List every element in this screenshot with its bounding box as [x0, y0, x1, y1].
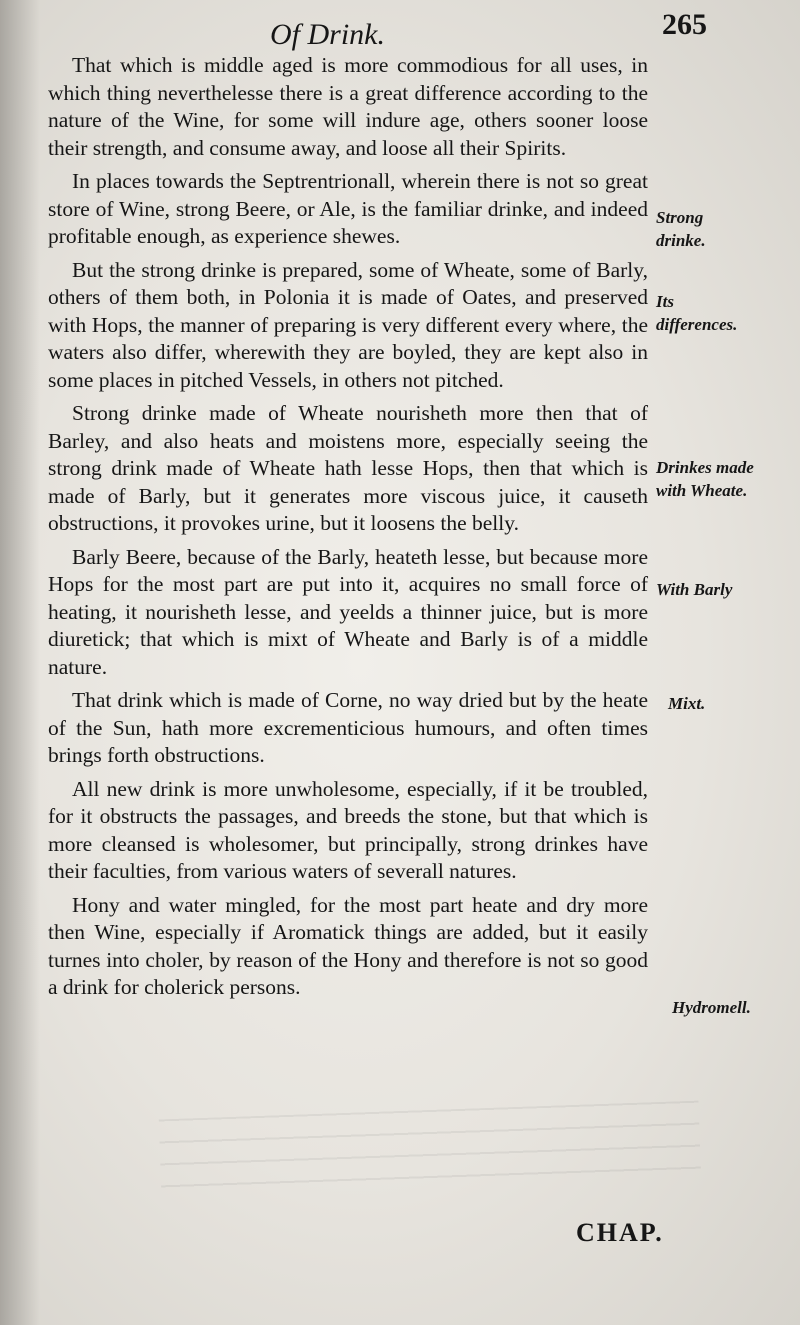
paragraph-corne-drink: That drink which is made of Corne, no way dried but by the heate of the Sun, hath more excrementicious humours, and often times brings forth obstructions. [48, 688, 648, 767]
paragraph-wheate-drinke: Strong drinke made of Wheate nourisheth more then that of Barley, and also heats and moistens more, especially seeing the strong drink made of Wheate hath lesse Hops, then that which is made of Barly, but it generates more viscous juice, it causeth obstructions, it provokes urine, but it loosens the belly. [48, 401, 648, 535]
paragraph-barly-beere: Barly Beere, because of the Barly, heateth lesse, but because more Hops for the most part are put into it, acquires no small force of heating, it nourisheth lesse, and yeelds a thinner juice, but is more diuretick; that which is mixt of Wheate and Barly is of a middle nature. [48, 544, 648, 679]
paragraph-new-drink: All new drink is more unwholesome, especially, if it be troubled, for it obstructs the passages, and breeds the stone, but that which is more cleansed is wholesomer, but principally, strong drinkes have their faculties, from various waters of severall natures. [48, 776, 648, 883]
paragraph-hony-water: Hony and water mingled, for the most part heate and dry more then Wine, especially if Aromatick things are added, but it easily turnes into choler, by reason of the Hony and therefore is not so good a drink for cholerick persons. [48, 892, 648, 999]
paragraph-septentrional: In places towards the Septrentrionall, wherein there is not so great store of Wine, strong Beere, or Ale, is the familiar drinke, and indeed profitable enough, as experience shewes. [48, 169, 648, 248]
paragraph-middle-aged-wine: That which is middle aged is more commodious for all uses, in which thing neverthelesse there is a great difference according to the nature of the Wine, for some will indure age, others sooner loose their strength, and consume away, and loose all their Spirits. [48, 53, 648, 160]
catchword: CHAP. [576, 1218, 664, 1247]
page-number: 265 [662, 8, 707, 41]
margin-note-hydromell: Hydromell. [672, 998, 751, 1017]
margin-note-its-differences: Its differences. [656, 292, 738, 334]
margin-note-with-barly: With Barly [656, 580, 733, 599]
body-text [48, 52, 648, 1008]
margin-note-drinkes-wheate: Drinkes made with Wheate. [656, 458, 754, 500]
running-header: Of Drink. [270, 18, 385, 51]
page-gutter-shadow [0, 0, 40, 1325]
margin-note-mixt: Mixt. [668, 694, 706, 713]
margin-note-strong-drinke: Strong drinke. [656, 208, 706, 250]
ink-bleed-through [159, 1101, 701, 1200]
paragraph-preparation: But the strong drinke is prepared, some of Wheate, some of Barly, others of them both, in Polonia it is made of Oates, and preserved with Hops, the manner of preparing is very different every where, the waters also differ, wherewith they are boyled, they are kept also in some places in pitched Vessels, in others not pitched. [48, 257, 648, 392]
